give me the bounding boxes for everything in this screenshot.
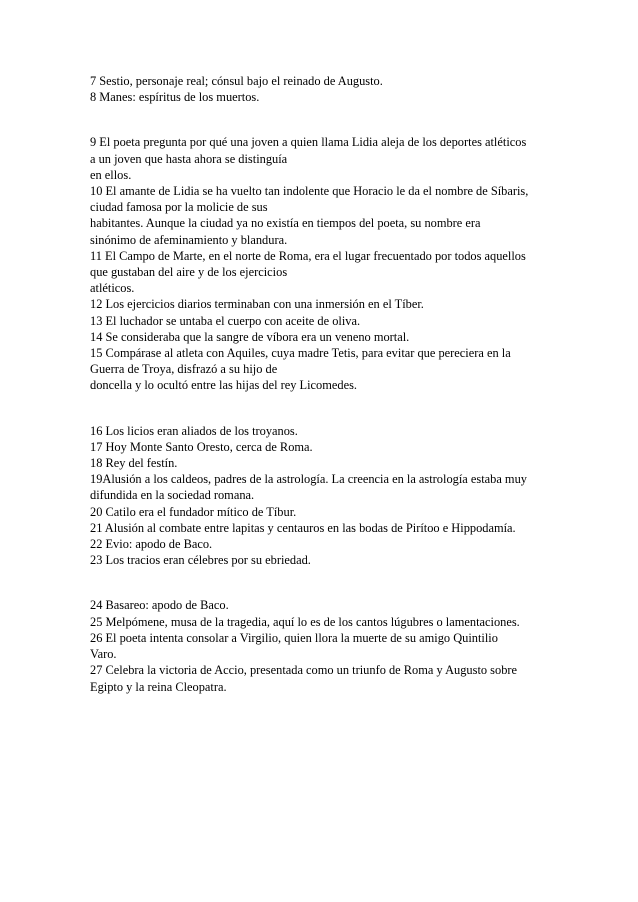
footnote-line: atléticos. <box>90 281 135 296</box>
paragraph-gap <box>90 394 560 423</box>
footnote-line: 20 Catilo era el fundador mítico de Tíbur. <box>90 504 297 519</box>
footnote-group-4 <box>90 597 560 694</box>
footnote-group-1 <box>90 73 560 105</box>
footnote-line: sinónimo de afeminamiento y blandura. <box>90 232 288 247</box>
footnote-line: 25 Melpómene, musa de la tragedia, aquí lo es de los cantos lúgubres o lamentaciones. <box>90 614 520 629</box>
footnote-line: 19Alusión a los caldeos, padres de la astrología. La creencia en la astrología estaba muy <box>90 472 527 487</box>
footnote-line: 7 Sestio, personaje real; cónsul bajo el reinado de Augusto. <box>90 74 383 88</box>
footnote-line: 14 Se consideraba que la sangre de víbora era un veneno mortal. <box>90 329 410 344</box>
footnote-line: 9 El poeta pregunta por qué una joven a quien llama Lidia aleja de los deportes atléticos <box>90 135 527 150</box>
footnote-group-2 <box>90 134 560 393</box>
footnote-line: Varo. <box>90 647 117 662</box>
footnote-line: 26 El poeta intenta consolar a Virgilio, quien llora la muerte de su amigo Quintilio <box>90 630 498 645</box>
footnote-line: 17 Hoy Monte Santo Oresto, cerca de Roma. <box>90 439 313 454</box>
footnote-line: 15 Compárase al atleta con Aquiles, cuya madre Tetis, para evitar que pereciera en la <box>90 346 511 361</box>
footnote-line: ciudad famosa por la molicie de sus <box>90 200 268 215</box>
paragraph-gap <box>90 568 560 597</box>
footnote-line: Egipto y la reina Cleopatra. <box>90 679 227 694</box>
footnote-line: a un joven que hasta ahora se distinguía <box>90 151 288 166</box>
footnote-line: que gustaban del aire y de los ejercicios <box>90 265 288 280</box>
footnote-line: 27 Celebra la victoria de Accio, presentada como un triunfo de Roma y Augusto sobre <box>90 663 518 678</box>
footnote-group-3 <box>90 423 560 569</box>
footnote-line: doncella y lo ocultó entre las hijas del rey Licomedes. <box>90 378 357 393</box>
footnote-line: 13 El luchador se untaba el cuerpo con aceite de oliva. <box>90 313 361 328</box>
footnote-line: en ellos. <box>90 167 132 182</box>
footnote-line: 11 El Campo de Marte, en el norte de Roma, era el lugar frecuentado por todos aquellos <box>90 248 526 263</box>
footnote-line: 24 Basareo: apodo de Baco. <box>90 598 229 613</box>
paragraph-gap <box>90 105 560 134</box>
footnote-line: 12 Los ejercicios diarios terminaban con una inmersión en el Tíber. <box>90 297 424 312</box>
footnote-line: Guerra de Troya, disfrazó a su hijo de <box>90 362 278 377</box>
footnote-line: 21 Alusión al combate entre lapitas y centauros en las bodas de Pirítoo e Hippodamía. <box>90 520 516 535</box>
footnote-line: 22 Evio: apodo de Baco. <box>90 537 213 552</box>
footnote-line: 8 Manes: espíritus de los muertos. <box>90 90 260 105</box>
footnote-line: 23 Los tracios eran célebres por su ebriedad. <box>90 553 311 568</box>
footnote-line: 10 El amante de Lidia se ha vuelto tan indolente que Horacio le da el nombre de Síbaris, <box>90 184 529 199</box>
footnote-line: 16 Los licios eran aliados de los troyanos. <box>90 423 298 438</box>
footnote-line: difundida en la sociedad romana. <box>90 488 255 503</box>
footnote-line: habitantes. Aunque la ciudad ya no existía en tiempos del poeta, su nombre era <box>90 216 481 231</box>
footnote-line: 18 Rey del festín. <box>90 456 178 471</box>
footnotes-block <box>90 73 560 695</box>
